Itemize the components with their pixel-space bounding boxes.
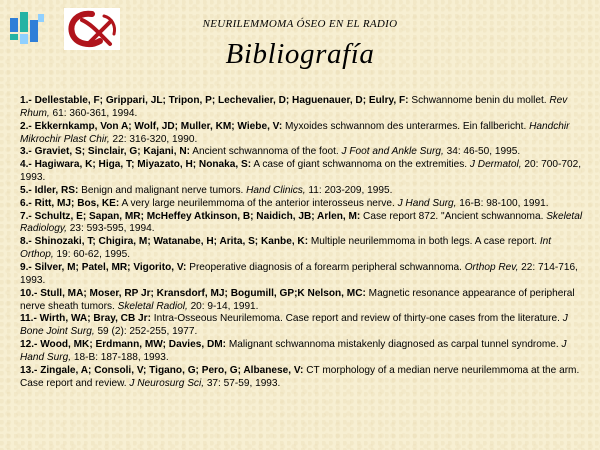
document-topic: NEURILEMMOMA ÓSEO EN EL RADIO <box>202 18 398 30</box>
reference-authors: Silver, M; Patel, MR; Vigorito, V: <box>34 261 187 273</box>
reference-details: 20: 700-702, 1993. <box>20 159 582 184</box>
reference-authors: Shinozaki, T; Chigira, M; Watanabe, H; Arita, S; Kanbe, K: <box>34 236 309 248</box>
reference-prefix: 7.- <box>20 210 35 222</box>
reference-title: Benign and malignant nerve tumors. <box>78 184 247 196</box>
reference-title: CT morphology of a median nerve neurilemmoma at the arm. Case report and review. <box>20 364 580 389</box>
reference-title: A case of giant schwannoma on the extremities. <box>251 159 470 171</box>
reference-authors: Wood, MK; Erdmann, MW; Davies, DM: <box>40 339 227 351</box>
reference-authors: Hagiwara, K; Higa, T; Miyazato, H; Nonaka, S: <box>34 159 252 171</box>
reference-authors: Schultz, E; Sapan, MR; McHeffey Atkinson, B; Naidich, JB; Arlen, M: <box>34 210 361 222</box>
reference-details: 23: 593-595, 1994. <box>66 223 155 235</box>
reference-item <box>20 211 585 237</box>
reference-item <box>20 365 585 391</box>
reference-prefix: 5.- <box>20 184 35 196</box>
reference-item <box>20 198 585 211</box>
reference-journal: Hand Clinics, <box>246 184 306 196</box>
reference-item <box>20 146 585 159</box>
reference-authors: Ritt, MJ; Bos, KE: <box>34 197 120 209</box>
reference-authors: Wirth, WA; Bray, CB Jr: <box>39 313 151 325</box>
reference-title: Intra-Osseous Neurilemoma. Case report and review of thirty-one cases from the literature. <box>150 313 563 325</box>
reference-title: Malignant schwannoma mistakenly diagnosed as carpal tunnel syndrome. <box>226 339 562 351</box>
reference-journal: Skeletal Radiology, <box>20 210 583 235</box>
reference-details: 11: 203-209, 1995. <box>305 184 393 196</box>
reference-item <box>20 262 585 288</box>
reference-item <box>20 159 585 185</box>
reference-item <box>20 236 585 262</box>
reference-title: A very large neurilemmoma of the anterior interosseus nerve. <box>119 197 398 209</box>
reference-item <box>20 185 585 198</box>
reference-authors: Idler, RS: <box>34 184 79 196</box>
reference-journal: Rev Rhum, <box>20 95 568 119</box>
reference-prefix: 1.- <box>20 95 35 106</box>
reference-details: 16-B: 98-100, 1991. <box>456 197 549 209</box>
reference-title: Case report 872. "Ancient schwannoma. <box>360 210 547 222</box>
reference-authors: Dellestable, F; Grippari, JL; Tripon, P; Lechevalier, D; Haguenauer, D; Eulry, F: <box>34 95 409 106</box>
reference-prefix: 10.- <box>20 287 41 299</box>
reference-item <box>20 95 585 121</box>
reference-authors: Graviet, S; Sinclair, G; Kajani, N: <box>34 146 190 158</box>
reference-details: 22: 316-320, 1990. <box>109 133 198 145</box>
reference-journal: Int Orthop, <box>20 236 552 261</box>
reference-details: 34: 46-50, 1995. <box>443 146 521 158</box>
reference-journal: J Hand Surg, <box>397 197 457 209</box>
reference-journal: Orthop Rev, <box>464 261 519 273</box>
reference-authors: Ekkernkamp, Von A; Wolf, JD; Muller, KM; Wiebe, V: <box>34 120 283 132</box>
reference-prefix: 13.- <box>20 364 41 376</box>
reference-details: 22: 714-716, 1993. <box>20 261 578 286</box>
reference-details: 19: 60-62, 1995. <box>53 249 130 261</box>
reference-item <box>20 288 585 314</box>
reference-prefix: 4.- <box>20 159 35 171</box>
reference-prefix: 2.- <box>20 120 35 132</box>
reference-title: Multiple neurilemmoma in both legs. A case report. <box>308 236 540 248</box>
reference-title: Preoperative diagnosis of a forearm peripheral schwannoma. <box>186 261 465 273</box>
reference-prefix: 8.- <box>20 236 35 248</box>
reference-details: 18-B: 187-188, 1993. <box>71 351 169 363</box>
reference-details: 59 (2): 252-255, 1977. <box>94 326 198 338</box>
reference-journal: J Neurosurg Sci, <box>129 377 205 389</box>
reference-prefix: 6.- <box>20 197 35 209</box>
page-title: Bibliografía <box>225 38 375 70</box>
reference-title: Myxoides schwannom des unterarmes. Ein fallbericht. <box>282 120 530 132</box>
reference-authors: Stull, MA; Moser, RP Jr; Kransdorf, MJ; Bogumill, GP;K Nelson, MC: <box>40 287 366 299</box>
reference-journal: J Bone Joint Surg, <box>20 313 568 338</box>
reference-list <box>20 95 585 390</box>
reference-journal: Skeletal Radiol, <box>117 300 188 312</box>
reference-prefix: 3.- <box>20 146 35 158</box>
reference-authors: Zingale, A; Consoli, V; Tigano, G; Pero, G; Albanese, V: <box>40 364 304 376</box>
reference-details: 37: 57-59, 1993. <box>204 377 281 389</box>
reference-item <box>20 313 585 339</box>
reference-journal: Handchir Mikrochir Plast Chir, <box>20 120 570 145</box>
reference-title: Ancient schwannoma of the foot. <box>189 146 342 158</box>
reference-journal: J Hand Surg, <box>20 339 567 363</box>
reference-details: 61: 360-361, 1994. <box>49 107 138 119</box>
reference-title: Schwannome benin du mollet. <box>408 95 550 106</box>
reference-title: Magnetic resonance appearance of peripheral nerve sheath tumors. <box>20 287 575 312</box>
reference-prefix: 11.- <box>20 313 40 325</box>
reference-journal: J Foot and Ankle Surg, <box>341 146 444 158</box>
reference-prefix: 9.- <box>20 261 35 273</box>
reference-prefix: 12.- <box>20 339 41 351</box>
reference-journal: J Dermatol, <box>469 159 522 171</box>
reference-item <box>20 121 585 147</box>
reference-item <box>20 339 585 365</box>
reference-details: 20: 9-14, 1991. <box>187 300 259 312</box>
